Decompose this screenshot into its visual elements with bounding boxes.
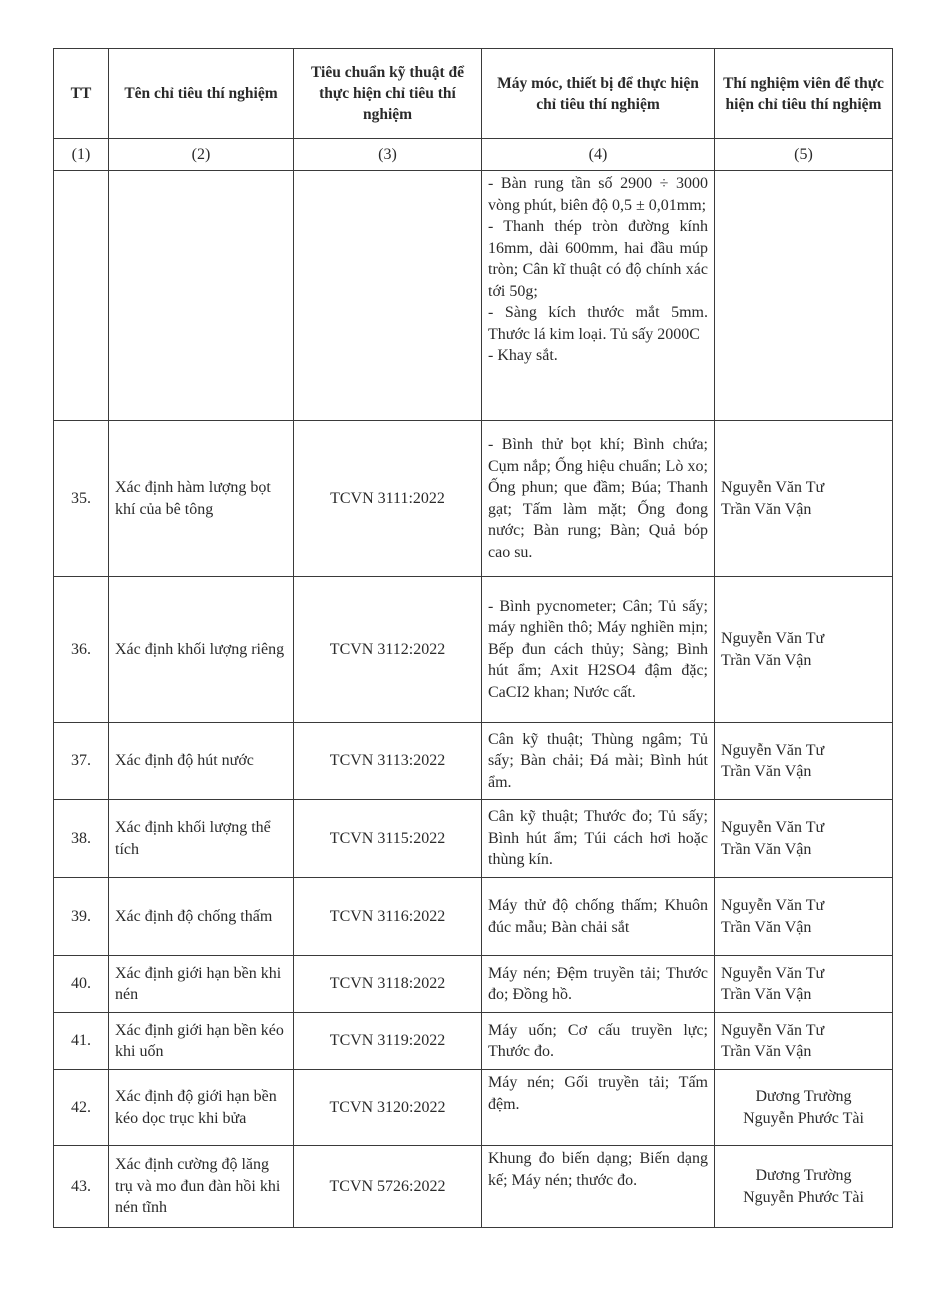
standard-code: TCVN 3112:2022: [294, 577, 482, 723]
continuation-equipment-cell: [482, 171, 715, 421]
table-row: [54, 421, 893, 577]
test-name: Xác định độ hút nước: [109, 723, 294, 800]
equipment-list: - Bình thử bọt khí; Bình chứa; Cụm nắp; Ống hiệu chuẩn; Lò xo; Ống phun; que đầm; Búa; Thanh gạt; Tấm làm mặt; Ống đong nước; Bàn rung; Bàn; Quả bóp cao su.: [482, 421, 715, 577]
staff-cell: [715, 1013, 893, 1070]
staff-name: Dương Trường: [755, 1088, 852, 1105]
staff-name: Nguyễn Phước Tài: [743, 1109, 864, 1127]
staff-name: Nguyễn Văn Tư: [721, 479, 825, 496]
standard-code: TCVN 3118:2022: [294, 956, 482, 1013]
staff-name: Nguyễn Văn Tư: [721, 964, 825, 982]
staff-cell: [715, 956, 893, 1013]
column-number: (3): [294, 139, 482, 171]
row-number: 36.: [54, 577, 109, 723]
test-name: Xác định độ chống thấm: [109, 878, 294, 956]
column-number: (4): [482, 139, 715, 171]
equipment-list: Máy uốn; Cơ cấu truyền lực; Thước đo.: [482, 1013, 715, 1070]
column-number: (5): [715, 139, 893, 171]
staff-name: Nguyễn Văn Tư: [721, 819, 825, 836]
standard-code: TCVN 3111:2022: [294, 421, 482, 577]
staff-cell: [715, 577, 893, 723]
equipment-line: - Khay sắt.: [488, 347, 558, 364]
row-number: 37.: [54, 723, 109, 800]
continuation-row: [54, 171, 893, 421]
row-number: 39.: [54, 878, 109, 956]
staff-cell: [715, 421, 893, 577]
standard-code: TCVN 5726:2022: [294, 1146, 482, 1228]
row-number: 35.: [54, 421, 109, 577]
staff-name: Nguyễn Văn Tư: [721, 741, 825, 759]
test-name: Xác định độ giới hạn bền kéo dọc trục khi bửa: [109, 1070, 294, 1146]
test-name: Xác định khối lượng thể tích: [109, 800, 294, 878]
table-row: [54, 956, 893, 1013]
staff-name: Trần Văn Vận: [721, 763, 812, 780]
staff-name: Nguyễn Văn Tư: [721, 1021, 825, 1039]
equipment-line: - Thanh thép tròn đường kính 16mm, dài 600mm, hai đầu múp tròn; Cân kĩ thuật có độ chính xác tới 50g;: [488, 218, 708, 300]
table-row: [54, 1013, 893, 1070]
column-number: (2): [109, 139, 294, 171]
table-row: [54, 1070, 893, 1146]
equipment-list: Máy thử độ chống thấm; Khuôn đúc mẫu; Bàn chải sắt: [482, 878, 715, 956]
column-number: (1): [54, 139, 109, 171]
row-number: 42.: [54, 1070, 109, 1146]
staff-name: Nguyễn Văn Tư: [721, 897, 825, 914]
staff-name: Trần Văn Vận: [721, 840, 812, 858]
standard-code: TCVN 3113:2022: [294, 723, 482, 800]
header-row: [54, 49, 893, 139]
staff-name: Trần Văn Vận: [721, 918, 812, 936]
staff-name: Trần Văn Vận: [721, 986, 812, 1003]
equipment-list: Máy nén; Đệm truyền tải; Thước đo; Đồng hồ.: [482, 956, 715, 1013]
test-name: Xác định cường độ lăng trụ và mo đun đàn hồi khi nén tĩnh: [109, 1146, 294, 1228]
header-tt: TT: [54, 49, 109, 139]
table-row: [54, 878, 893, 956]
test-name: Xác định giới hạn bền khi nén: [109, 956, 294, 1013]
table-row: [54, 800, 893, 878]
header-standard: Tiêu chuẩn kỹ thuật để thực hiện chỉ tiêu thí nghiệm: [294, 49, 482, 139]
row-number: 43.: [54, 1146, 109, 1228]
test-methods-table: [53, 48, 893, 1228]
staff-name: Trần Văn Vận: [721, 651, 812, 669]
staff-cell: [715, 878, 893, 956]
staff-cell: [715, 1070, 893, 1146]
equipment-list: Máy nén; Gối truyền tải; Tấm đệm.: [482, 1070, 715, 1146]
equipment-line: - Sàng kích thước mắt 5mm. Thước lá kim loại. Tủ sấy 2000C: [488, 304, 708, 343]
header-equipment: Máy móc, thiết bị để thực hiện chỉ tiêu thí nghiệm: [482, 49, 715, 139]
test-name: Xác định hàm lượng bọt khí của bê tông: [109, 421, 294, 577]
standard-code: TCVN 3116:2022: [294, 878, 482, 956]
row-number: 38.: [54, 800, 109, 878]
staff-name: Dương Trường: [755, 1167, 852, 1184]
staff-name: Trần Văn Vận: [721, 500, 812, 518]
row-number: 40.: [54, 956, 109, 1013]
table-row: [54, 723, 893, 800]
staff-name: Nguyễn Phước Tài: [743, 1188, 864, 1206]
header-staff: Thí nghiệm viên để thực hiện chỉ tiêu thí nghiệm: [715, 49, 893, 139]
row-number: 41.: [54, 1013, 109, 1070]
staff-cell: [715, 800, 893, 878]
staff-name: Trần Văn Vận: [721, 1043, 812, 1060]
staff-cell: [715, 1146, 893, 1228]
staff-name: Nguyễn Văn Tư: [721, 630, 825, 647]
table-row: [54, 577, 893, 723]
equipment-line: - Bàn rung tần số 2900 ÷ 3000 vòng phút, biên độ 0,5 ± 0,01mm;: [488, 175, 708, 214]
equipment-list: Cân kỹ thuật; Thùng ngâm; Tủ sấy; Bàn chải; Đá mài; Bình hút ẩm.: [482, 723, 715, 800]
equipment-list: Khung đo biến dạng; Biến dạng kế; Máy nén; thước đo.: [482, 1146, 715, 1228]
equipment-list: - Bình pycnometer; Cân; Tủ sấy; máy nghiền thô; Máy nghiền mịn; Bếp đun cách thủy; Sàng; Bình hút ẩm; Axit H2SO4 đậm đặc; CaCI2 khan; Nước cất.: [482, 577, 715, 723]
test-name: Xác định giới hạn bền kéo khi uốn: [109, 1013, 294, 1070]
test-name: Xác định khối lượng riêng: [109, 577, 294, 723]
header-test-name: Tên chỉ tiêu thí nghiệm: [109, 49, 294, 139]
equipment-list: Cân kỹ thuật; Thước đo; Tủ sấy; Bình hút ẩm; Túi cách hơi hoặc thùng kín.: [482, 800, 715, 878]
table-row: [54, 1146, 893, 1228]
standard-code: TCVN 3120:2022: [294, 1070, 482, 1146]
staff-cell: [715, 723, 893, 800]
column-number-row: [54, 139, 893, 171]
standard-code: TCVN 3119:2022: [294, 1013, 482, 1070]
standard-code: TCVN 3115:2022: [294, 800, 482, 878]
